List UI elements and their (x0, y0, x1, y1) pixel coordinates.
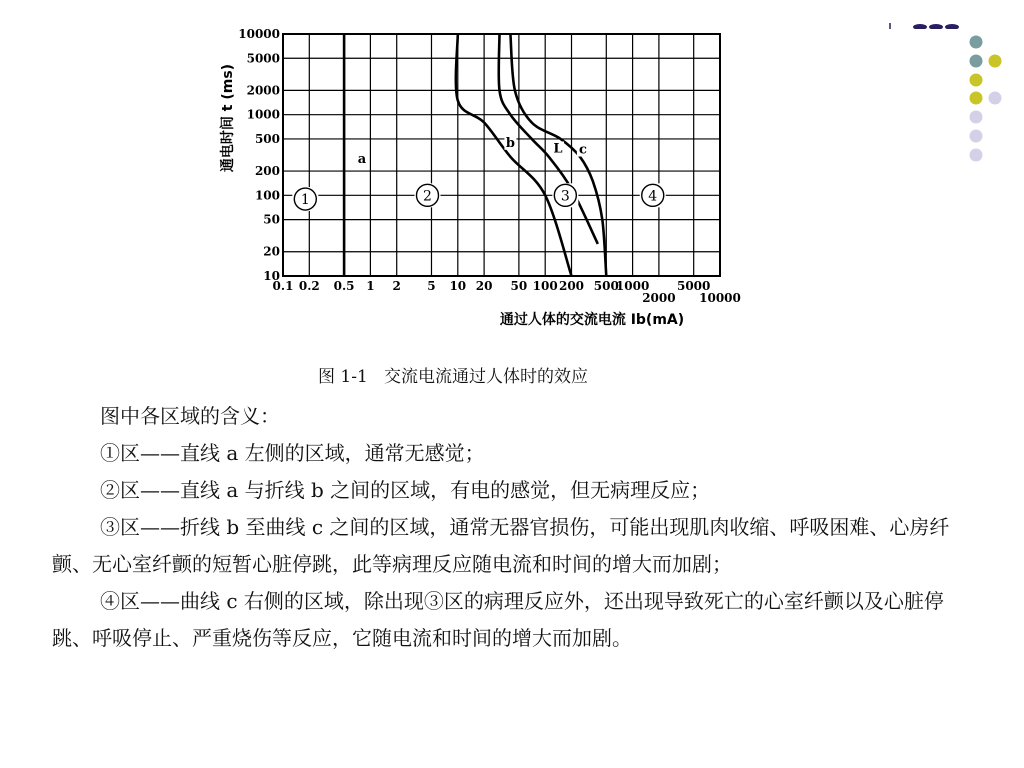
figure-caption: 图 1-1 交流电流通过人体时的效应 (318, 367, 588, 387)
x-axis-label: 通过人体的交流电流 Ib(mA) (499, 312, 685, 328)
region-number: 2 (423, 188, 432, 205)
region-2-description: ②区——直线 a 与折线 b 之间的区域，有电的感觉，但无病理反应； (100, 478, 711, 502)
x-tick-label: 5 (427, 279, 436, 293)
x-tick-label: 500 (593, 279, 619, 293)
x-tick-label: 0.5 (333, 279, 355, 293)
accent-dot (970, 36, 983, 49)
x-tick-label: 10 (449, 279, 467, 293)
y-axis-label: 通电时间 t (ms) (220, 63, 236, 173)
y-tick-label: 20 (263, 244, 280, 259)
region-3-description: ③区——折线 b 至曲线 c 之间的区域，通常无器官损伤，可能出现肌肉收缩、呼吸困难、心房纤颤、无心室纤颤的短暂心脏停跳，此等病理反应随电流和时间的增大而加剧； (52, 515, 950, 576)
x-tick-label: 5000 (676, 279, 711, 293)
x-tick-label: 0.2 (298, 279, 320, 293)
y-tick-label: 1000 (246, 107, 280, 122)
y-tick-label: 2000 (246, 83, 280, 98)
x-tick-label: 2000 (642, 291, 676, 305)
region-4-description: ④区——曲线 c 右侧的区域，除出现③区的病理反应外，还出现导致死亡的心室纤颤以及心脏停跳、呼吸停止、严重烧伤等反应，它随电流和时间的增大而加剧。 (52, 589, 944, 650)
x-tick-label: 1000 (615, 279, 650, 293)
region-label-1 (292, 187, 318, 211)
region-1-description: ①区——直线 a 左侧的区域，通常无感觉； (100, 441, 485, 465)
x-tick-label: 10000 (699, 291, 741, 305)
region-number: 3 (560, 188, 570, 205)
x-tick-label: 2 (392, 279, 401, 293)
region-number: 4 (648, 188, 658, 205)
top-mark-dot (929, 24, 943, 29)
region-number: 1 (300, 192, 310, 209)
accent-dot (970, 55, 983, 68)
accent-dot (970, 92, 983, 105)
curve-label-b: b (505, 135, 515, 151)
region-label-4 (640, 183, 666, 207)
accent-dot (970, 74, 983, 87)
x-tick-label: 200 (558, 279, 585, 293)
top-mark-dot (913, 24, 927, 29)
curve-label-a: a (357, 152, 367, 168)
y-tick-label: 100 (254, 188, 280, 203)
decorative-dots (0, 0, 1024, 180)
curve-label-L: L (553, 141, 563, 157)
accent-dot (970, 111, 983, 124)
explanation-heading: 图中各区域的含义： (100, 404, 280, 428)
accent-dot (989, 92, 1002, 105)
explanation-text (52, 398, 952, 657)
x-axis-ticks (273, 279, 741, 305)
y-tick-label: 200 (254, 164, 280, 179)
top-accent-mark (888, 14, 968, 20)
x-tick-label: 0.1 (272, 279, 294, 293)
top-mark-dot (945, 24, 959, 29)
y-tick-label: 5000 (246, 51, 280, 66)
y-tick-label: 50 (263, 212, 280, 227)
y-tick-label: 10000 (238, 27, 280, 41)
y-tick-label: 500 (254, 131, 280, 146)
accent-dot (970, 149, 983, 162)
y-tick-label: 10 (263, 269, 280, 283)
x-tick-label: 20 (475, 279, 493, 293)
region-label-2 (414, 183, 440, 207)
curve-label-c: c (578, 142, 587, 158)
accent-dot (989, 55, 1002, 68)
x-tick-label: 100 (532, 279, 558, 293)
accent-dot (970, 130, 983, 143)
x-tick-label: 1 (366, 279, 375, 293)
x-tick-label: 50 (510, 279, 528, 293)
region-label-3 (552, 183, 578, 207)
